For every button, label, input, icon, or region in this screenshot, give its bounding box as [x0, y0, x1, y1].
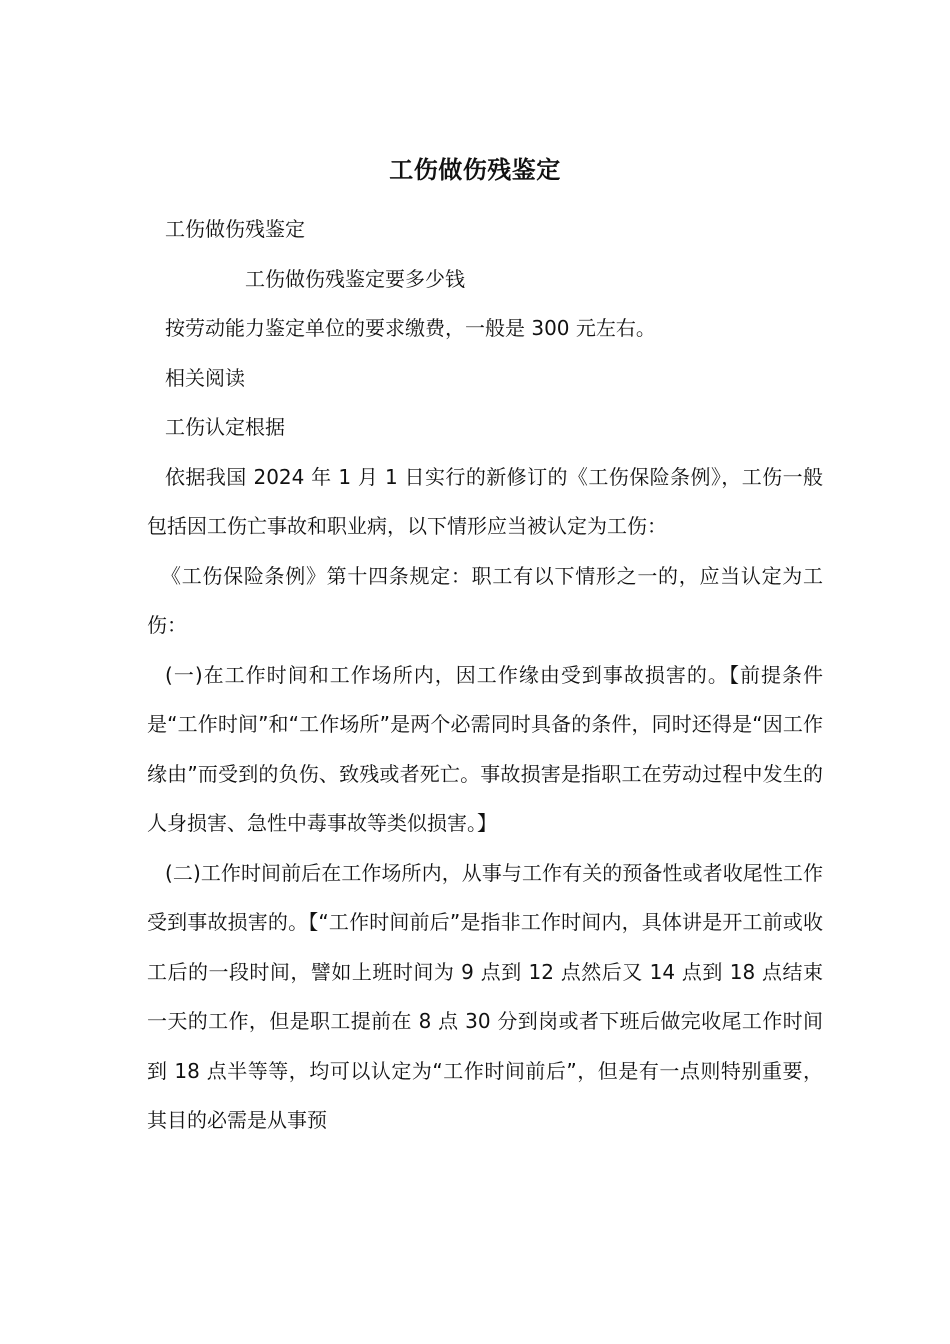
paragraph-item-2: (二)工作时间前后在工作场所内，从事与工作有关的预备性或者收尾性工作受到事故损害的。【“工作时间前后”是指非工作时间内，具体讲是开工前或收工后的一段时间，譬如上班时间为 9 点到 12 点然后又 14 点到 18 点结束一天的工作，但是职工提前在 8 点 30 分到岗或者下班后做完收尾工作时间到 18 点半等等，均可以认定为“工作时间前后”，但是有一点则特别重要，其目的必需是从事预: [147, 860, 823, 1132]
paragraph-subtitle: 工伤做伤残鉴定: [165, 217, 305, 241]
document-body: [147, 205, 823, 1146]
paragraph-heading-cost: 工伤做伤残鉴定要多少钱: [245, 266, 465, 291]
paragraph-basis-text: 依据我国 2024 年 1 月 1 日实行的新修订的《工伤保险条例》，工伤一般包括因工伤亡事故和职业病，以下情形应当被认定为工伤：: [147, 464, 823, 538]
paragraph-item-1: (一)在工作时间和工作场所内，因工作缘由受到事故损害的。【前提条件是“工作时间”和“工作场所”是两个必需同时具备的条件，同时还得是“因工作缘由”而受到的负伤、致残或者死亡。事故损害是指职工在劳动过程中发生的人身损害、急性中毒事故等类似损害。】: [147, 662, 823, 835]
paragraph-related-reading: 相关阅读: [165, 365, 245, 390]
paragraph-article-14: 《工伤保险条例》第十四条规定：职工有以下情形之一的，应当认定为工伤：: [147, 563, 823, 637]
paragraph-basis-heading: 工伤认定根据: [165, 415, 285, 439]
paragraph-cost-answer: 按劳动能力鉴定单位的要求缴费，一般是 300 元左右。: [165, 316, 656, 340]
document-title: 工伤做伤残鉴定: [389, 156, 561, 184]
